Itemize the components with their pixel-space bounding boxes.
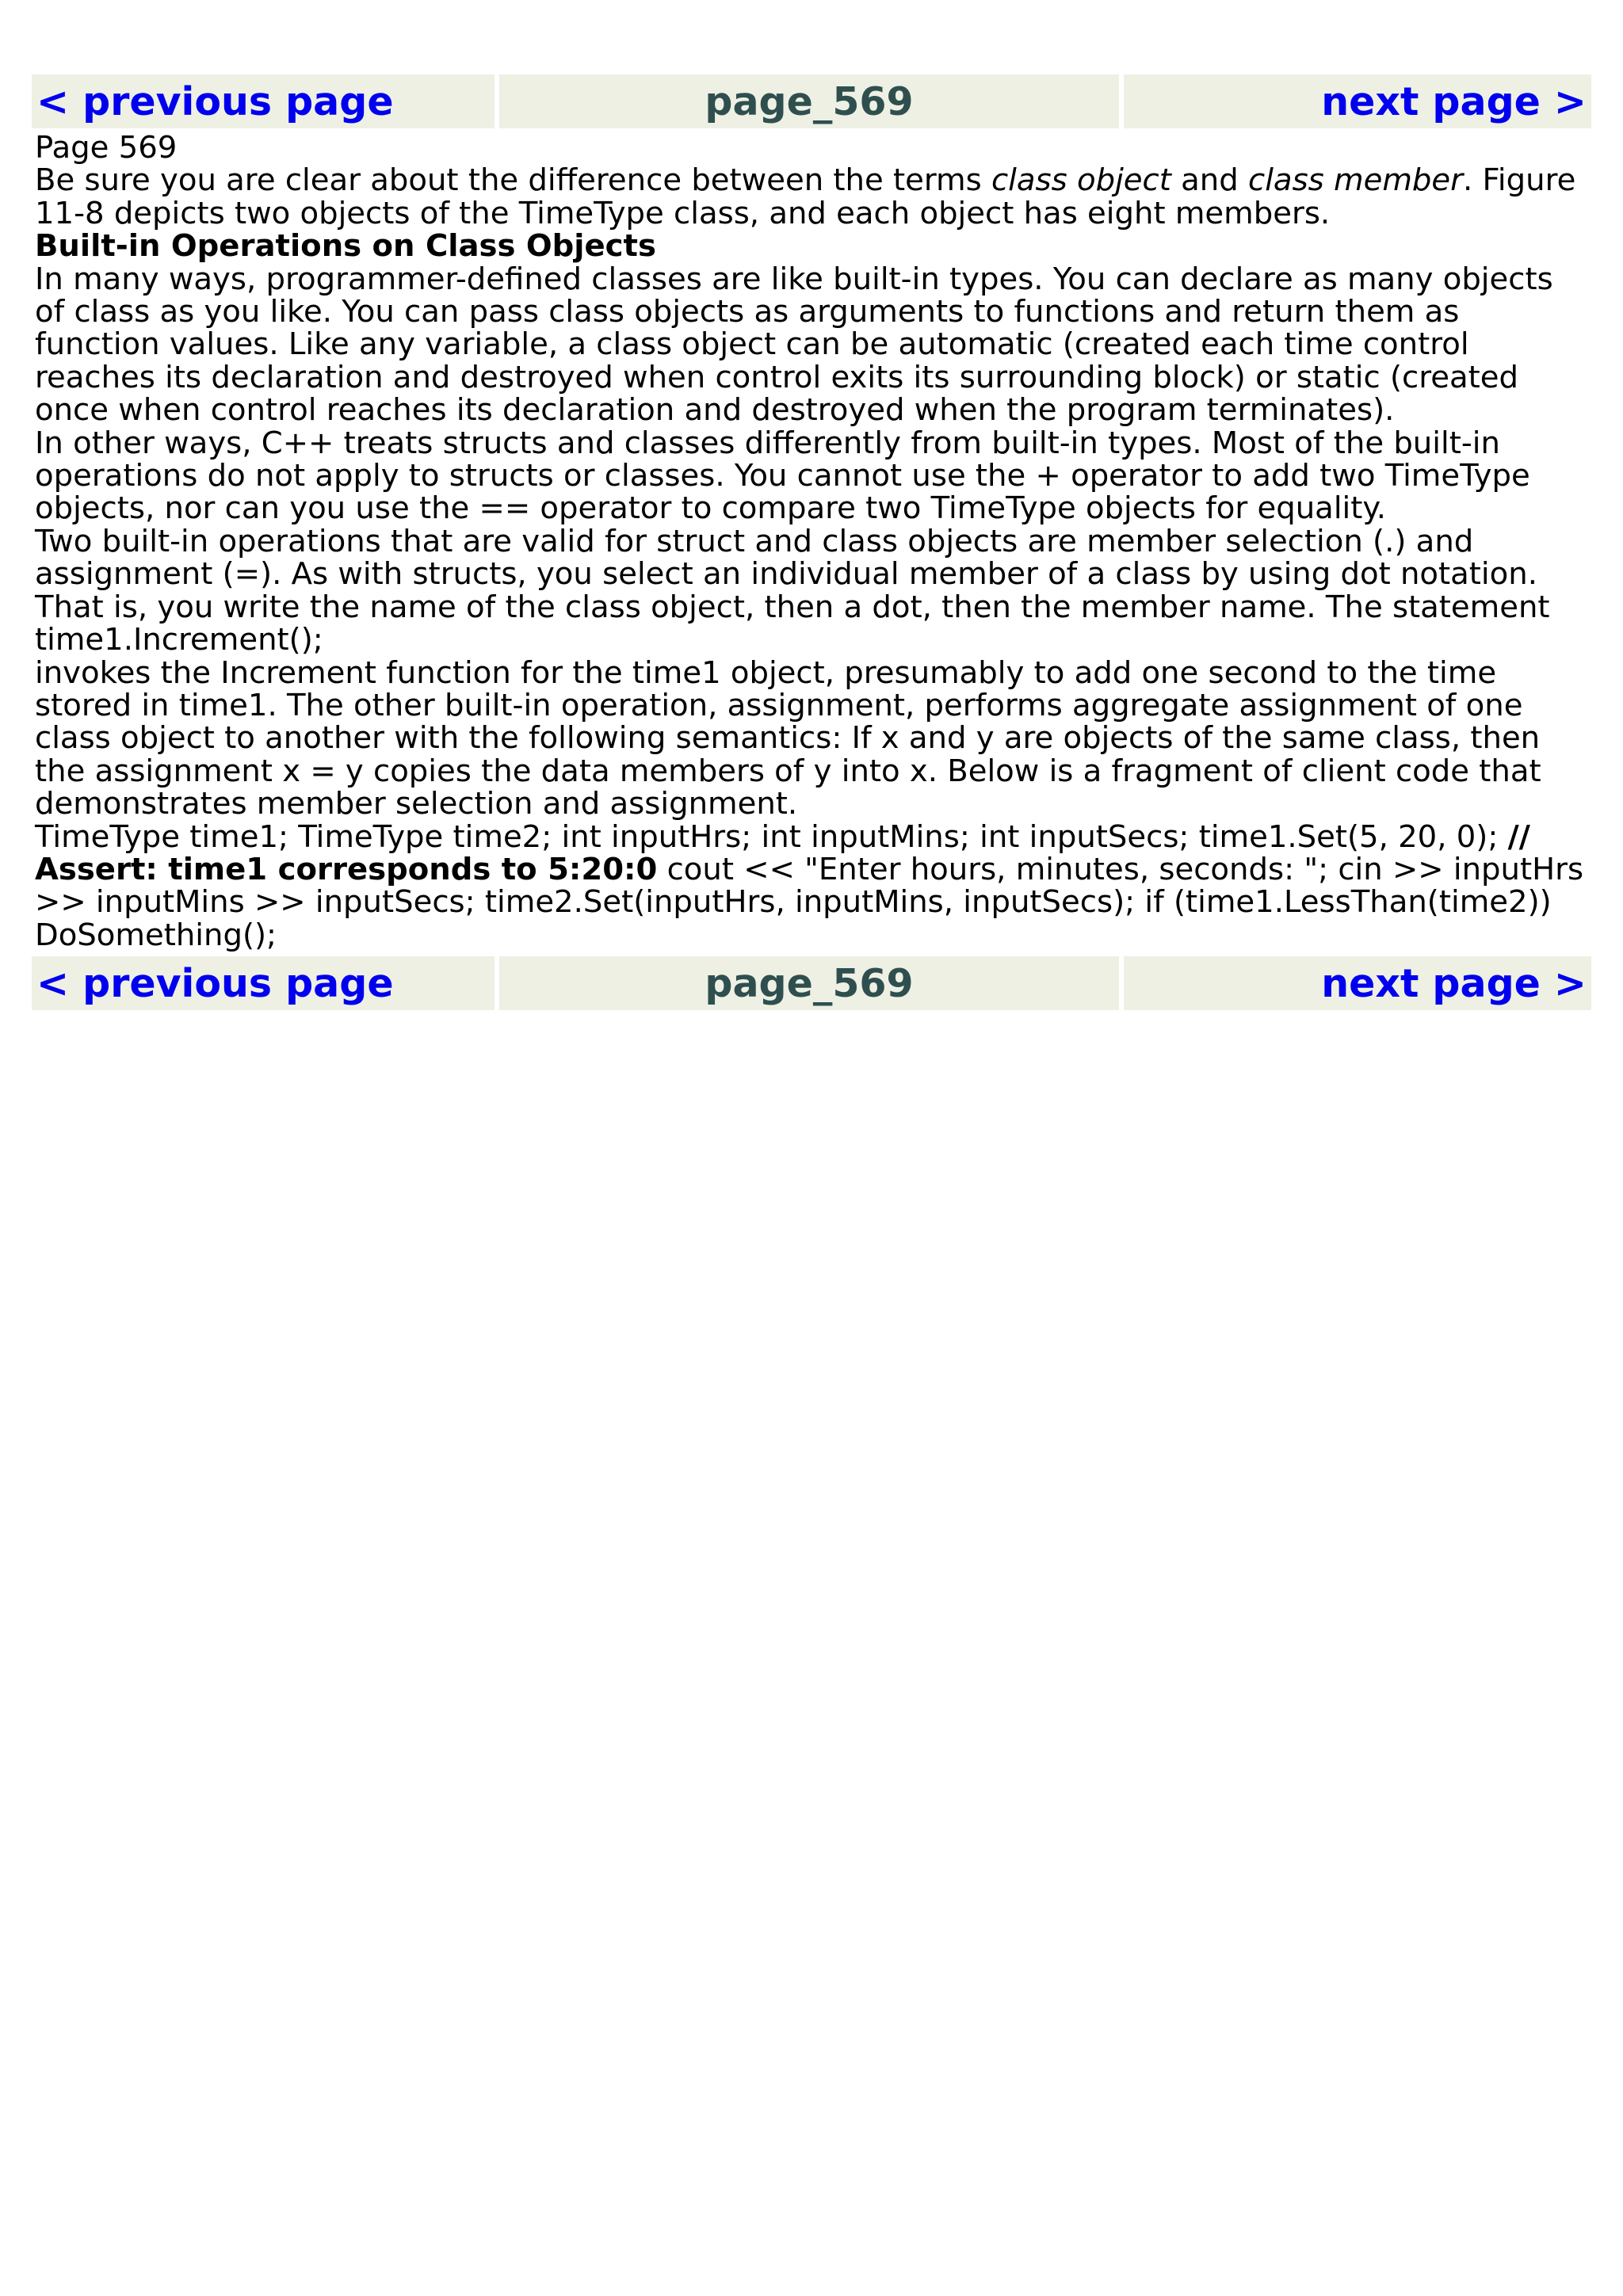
top-page-label: page_569: [499, 74, 1119, 128]
bottom-navigation-bar: [32, 956, 1591, 1010]
paragraph-2: In other ways, C++ treats structs and classes differently from built-in types. Most of the built-in operations do not apply to structs or classes. You cannot use the + operator to add two TimeType objects, nor can you use the == operator to compare two TimeType objects for equality.: [35, 425, 1530, 527]
code-fragment: [35, 818, 1588, 953]
intro-text-2: and: [1170, 162, 1248, 199]
intro-paragraph: [35, 164, 1588, 230]
page-wrapper: [32, 74, 1591, 1010]
intro-text-3: . Figure 11-8 depicts two objects of the TimeType class, and each object has eight members.: [35, 162, 1576, 231]
paragraph-3: Two built-in operations that are valid for struct and class objects are member selection (.) and assignment (=). As with structs, you select an individual member of a class by using dot notation. That is, you write the name of the class object, then a dot, then the member name. The statement: [35, 523, 1550, 625]
top-previous-page-link[interactable]: < previous page: [36, 78, 394, 124]
bottom-page-label: page_569: [499, 956, 1119, 1010]
code-fragment-text-1: TimeType time1; TimeType time2; int inputHrs; int inputMins; int inputSecs; time1.Set(5, 20, 0);: [35, 818, 1508, 855]
code-line-increment: time1.Increment();: [35, 622, 323, 658]
bottom-previous-page-cell: [32, 956, 495, 1010]
top-navigation-bar: [32, 74, 1591, 128]
bottom-next-page-link[interactable]: next page >: [1321, 960, 1587, 1006]
top-previous-page-cell: [32, 74, 495, 128]
top-next-page-cell: [1124, 74, 1591, 128]
section-heading: Built-in Operations on Class Objects: [35, 228, 656, 265]
term-class-object: class object: [991, 162, 1171, 199]
intro-text-1: Be sure you are clear about the difference between the terms: [35, 162, 991, 199]
page-number: Page 569: [35, 130, 178, 166]
bottom-previous-page-link[interactable]: < previous page: [36, 960, 394, 1006]
paragraph-4: invokes the Increment function for the time1 object, presumably to add one second to the time stored in time1. The other built-in operation, assignment, performs aggregate assignment of one class object to another with the following semantics: If x and y are objects of the same class, then the assignment x = y copies the data members of y into x. Below is a fragment of client code that demonstrates member selection and assignment.: [35, 654, 1541, 822]
paragraph-1: In many ways, programmer-defined classes are like built-in types. You can declare as many objects of class as you like. You can pass class objects as arguments to functions and return them as function values. Like any variable, a class object can be automatic (created each time control reaches its declaration and destroyed when control exits its surrounding block) or static (created once when control reaches its declaration and destroyed when the program terminates).: [35, 261, 1553, 429]
term-class-member: class member: [1248, 162, 1464, 199]
bottom-next-page-cell: [1124, 956, 1591, 1010]
page-content: [32, 128, 1591, 952]
code-fragment-text-2: cout << "Enter hours, minutes, seconds: "; cin >> inputHrs >> inputMins >> inputSecs; time2.Set(inputHrs, inputMins, inputSecs); if (time1.LessThan(time2)) DoSomething();: [35, 851, 1584, 953]
code-assert-comment: // Assert: time1 corresponds to 5:20:0: [35, 818, 1530, 887]
top-next-page-link[interactable]: next page >: [1321, 78, 1587, 124]
